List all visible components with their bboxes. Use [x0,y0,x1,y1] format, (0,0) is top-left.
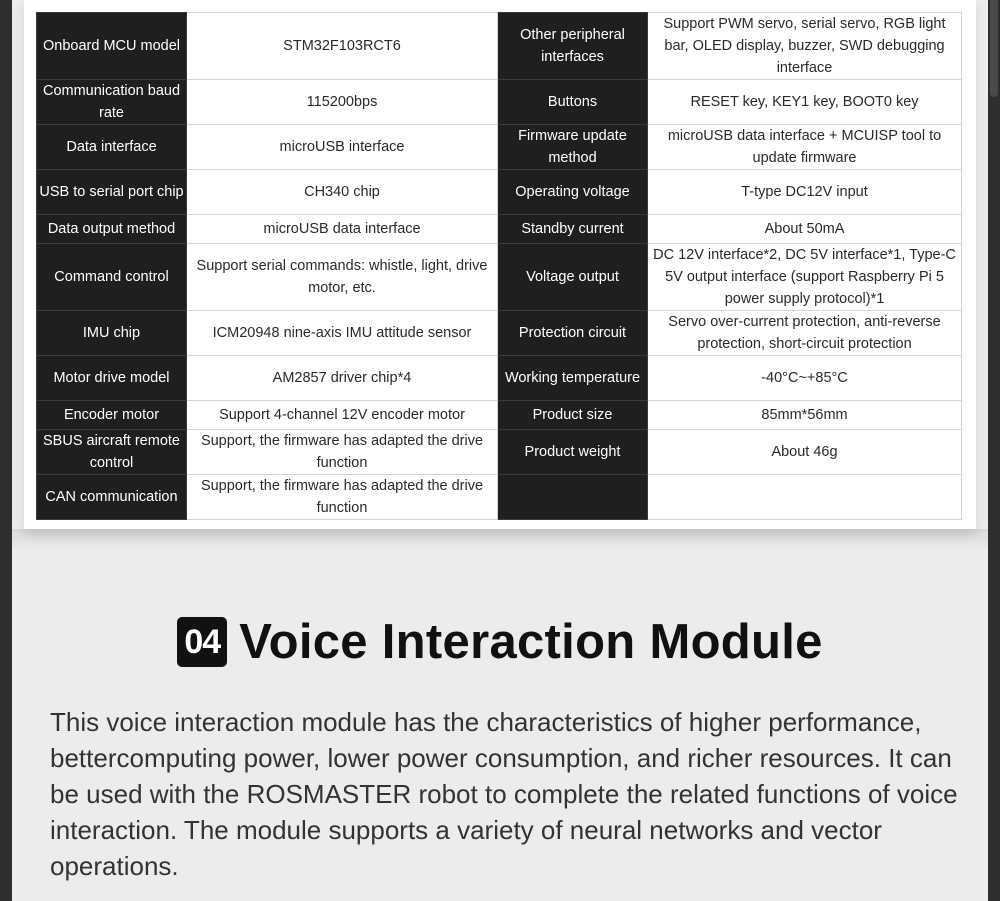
spec-label: Protection circuit [498,311,648,356]
right-edge [988,0,1000,901]
table-row [37,356,962,401]
spec-value: microUSB data interface + MCUISP tool to update firmware [648,125,962,170]
spec-label: Other peripheral interfaces [498,13,648,80]
spec-label: Operating voltage [498,170,648,215]
spec-label: IMU chip [37,311,187,356]
spec-value: T-type DC12V input [648,170,962,215]
spec-label: Motor drive model [37,356,187,401]
spec-value: 85mm*56mm [648,401,962,430]
table-row [37,475,962,520]
table-row [37,13,962,80]
table-row [37,401,962,430]
spec-value: Support serial commands: whistle, light, drive motor, etc. [187,244,498,311]
section-title: Voice Interaction Module [239,615,823,669]
spec-label: Buttons [498,80,648,125]
table-row [37,215,962,244]
spec-value: Servo over-current protection, anti-reverse protection, short-circuit protection [648,311,962,356]
spec-value: About 50mA [648,215,962,244]
spec-label: Data output method [37,215,187,244]
spec-label: Product size [498,401,648,430]
spec-label: Standby current [498,215,648,244]
spec-value: Support PWM servo, serial servo, RGB light bar, OLED display, buzzer, SWD debugging interface [648,13,962,80]
spec-value: Support, the firmware has adapted the drive function [187,475,498,520]
spec-label: CAN communication [37,475,187,520]
section-heading [0,610,1000,674]
spec-value: About 46g [648,430,962,475]
spec-label: SBUS aircraft remote control [37,430,187,475]
spec-value: 115200bps [187,80,498,125]
spec-value [648,475,962,520]
spec-label: Encoder motor [37,401,187,430]
spec-value: STM32F103RCT6 [187,13,498,80]
spec-value: ICM20948 nine-axis IMU attitude sensor [187,311,498,356]
table-row [37,170,962,215]
spec-value: microUSB data interface [187,215,498,244]
table-row [37,311,962,356]
table-row [37,430,962,475]
table-row [37,125,962,170]
spec-label: Communication baud rate [37,80,187,125]
card-shadow [12,529,988,549]
section-description: This voice interaction module has the characteristics of higher performance, bettercomputing power, lower power consumption, and richer resources. It can be used with the ROSMASTER robot to complete the related functions of voice interaction. The module supports a variety of neural networks and vector operations. [50,707,958,881]
spec-label: Firmware update method [498,125,648,170]
spec-table [36,12,962,520]
table-row [37,244,962,311]
spec-value: Support, the firmware has adapted the drive function [187,430,498,475]
spec-label [498,475,648,520]
spec-label: Working temperature [498,356,648,401]
spec-value: DC 12V interface*2, DC 5V interface*1, Type-C 5V output interface (support Raspberry Pi 5 power supply protocol)*1 [648,244,962,311]
spec-label: Product weight [498,430,648,475]
spec-value: CH340 chip [187,170,498,215]
spec-label: Data interface [37,125,187,170]
spec-value: RESET key, KEY1 key, BOOT0 key [648,80,962,125]
spec-value: -40°C~+85°C [648,356,962,401]
spec-value: AM2857 driver chip*4 [187,356,498,401]
spec-value: microUSB interface [187,125,498,170]
spec-label: Voltage output [498,244,648,311]
spec-label: Onboard MCU model [37,13,187,80]
table-row [37,80,962,125]
spec-label: USB to serial port chip [37,170,187,215]
spec-label: Command control [37,244,187,311]
spec-value: Support 4-channel 12V encoder motor [187,401,498,430]
scrollbar-thumb[interactable] [990,0,998,97]
section-number-badge: 04 [177,617,227,667]
left-edge [0,0,12,901]
